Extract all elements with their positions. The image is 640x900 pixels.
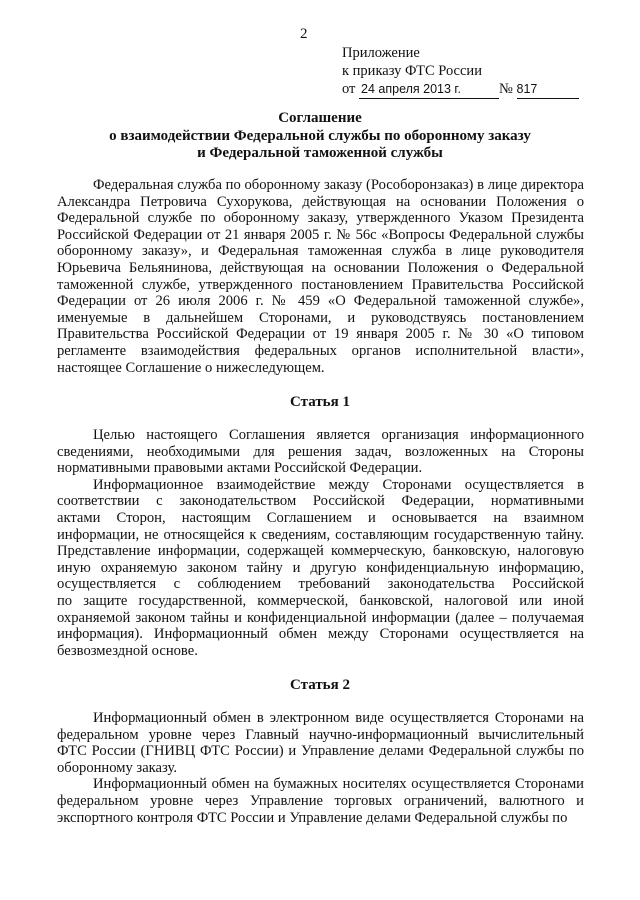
- text-line: оборонному заказу», и Федеральная таможенная служба в лице руководителя: [57, 243, 584, 260]
- text-line: федеральном уровне через Главный научно-информационный вычислительный: [57, 726, 584, 743]
- text-line: федеральном уровне через Управление торговых ограничений, валютного и: [57, 792, 584, 809]
- date-prefix: от: [342, 81, 356, 97]
- text-line: актами Сторон, настоящим Соглашением и основывается на взаимном: [57, 509, 584, 526]
- document-title: [0, 110, 640, 163]
- text-line: информации, не относящейся к сведениям, составляющим государственную тайну.: [57, 526, 584, 543]
- text-line: Юрьевича Бельянинова, действующая на основании Положения о Федеральной: [57, 259, 584, 276]
- text-line: Представление информации, содержащей коммерческую, банковскую, налоговую: [57, 543, 584, 560]
- text-line: Российской Федерации от 21 января 2005 г. № 56с «Вопросы Федеральной службы: [57, 226, 584, 243]
- text-line: экспортного контроля ФТС России и Управление делами Федеральной службы по: [57, 809, 568, 826]
- article-1-heading: Статья 1: [290, 394, 350, 410]
- text-line: соответствии с законодательством Российской Федерации, нормативными: [57, 493, 584, 510]
- text-line: Федеральной службе по оборонному заказу, утвержденного Указом Президента: [57, 210, 584, 227]
- appendix-label: Приложение: [342, 45, 420, 61]
- article-2-body: [57, 710, 584, 826]
- text-line: по защите государственной, коммерческой, банковской, налоговой или иной: [57, 592, 584, 609]
- title-line: Соглашение: [278, 110, 362, 126]
- order-date: 24 апреля 2013 г.: [359, 80, 499, 99]
- title-line: и Федеральной таможенной службы: [197, 145, 443, 161]
- text-line: Информационный обмен в электронном виде осуществляется Сторонами на: [93, 710, 584, 726]
- text-line: осуществляется с соблюдением требований законодательства Российской: [57, 576, 584, 593]
- text-line: ФТС России (ГНИВЦ ФТС России) и Управление делами Федеральной службы по: [57, 743, 584, 760]
- text-line: настоящее Соглашение о нижеследующем.: [57, 359, 325, 376]
- text-line: безвозмездной основе.: [57, 642, 198, 659]
- text-line: нормативными правовыми актами Российской Федерации.: [57, 460, 423, 477]
- appendix-header: [342, 44, 579, 99]
- text-line: оборонному заказу.: [57, 759, 177, 776]
- text-line: Информационное взаимодействие между Сторонами осуществляется в: [93, 476, 584, 493]
- title-line: о взаимодействии Федеральной службы по оборонному заказу: [109, 127, 531, 144]
- number-label: №: [499, 81, 513, 97]
- text-line: Правительства Российской Федерации от 19 января 2005 г. № 30 «О типовом: [57, 326, 584, 343]
- text-line: иную охраняемую законом тайну и другую конфиденциальную информацию,: [57, 559, 584, 576]
- article-2-heading: Статья 2: [290, 677, 350, 693]
- text-line: сведениями, необходимыми для решения задач, возложенных на Стороны: [57, 443, 584, 460]
- text-line: Федеральная служба по оборонному заказу (Рособоронзаказ) в лице директора: [93, 177, 584, 193]
- text-line: информация). Информационный обмен между Сторонами осуществляется на: [57, 626, 584, 643]
- text-line: Целью настоящего Соглашения является организация информационного: [93, 427, 584, 443]
- page-number: 2: [300, 26, 308, 42]
- text-line: таможенной службе, утвержденного постановлением Правительства Российской: [57, 276, 584, 293]
- text-line: Федерации от 26 июля 2006 г. № 459 «О Федеральной таможенной службе»,: [57, 293, 584, 310]
- text-line: Александра Петровича Сухорукова, действующая на основании Положения о: [57, 193, 584, 210]
- preamble: [57, 177, 584, 376]
- text-line: охраняемой законом тайны и конфиденциальной информации (далее – получаемая: [57, 609, 584, 626]
- appendix-date-line: [342, 80, 579, 99]
- order-number: 817: [517, 80, 579, 99]
- article-1-body: [57, 427, 584, 659]
- appendix-order: к приказу ФТС России: [342, 63, 482, 79]
- text-line: Информационный обмен на бумажных носителях осуществляется Сторонами: [93, 776, 584, 793]
- text-line: именуемые в дальнейшем Сторонами, и руководствуясь постановлением: [57, 309, 584, 326]
- text-line: регламенте взаимодействия федеральных органов исполнительной власти»,: [57, 342, 584, 359]
